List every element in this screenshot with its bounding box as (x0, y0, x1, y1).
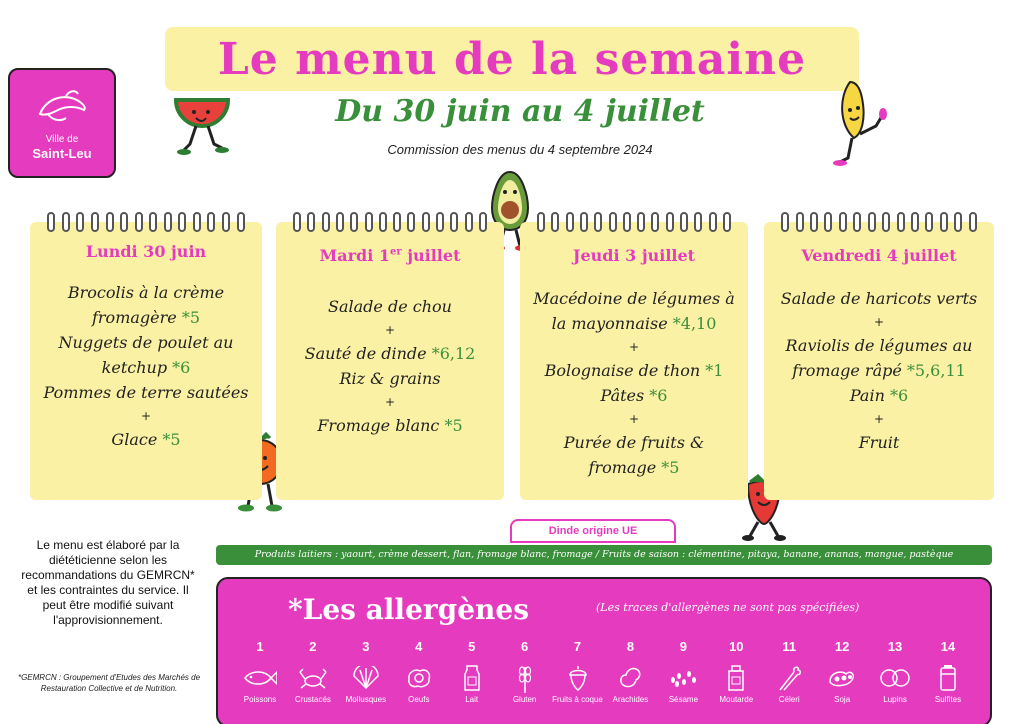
allergen-number: 4 (415, 639, 423, 654)
notebook-spiral (520, 212, 748, 232)
plus-separator: + (873, 412, 885, 426)
menu-item: Pommes de terre sautées (43, 383, 249, 402)
allergen-number: 14 (940, 639, 956, 654)
shell-icon (340, 661, 392, 695)
allergen-number: 3 (362, 639, 370, 654)
mustard-icon (710, 661, 762, 695)
menu-item: Macédoine de légumes à la mayonnaise *4,10 (533, 289, 735, 333)
soy-icon (816, 661, 868, 695)
menu-item: Pain *6 (849, 386, 909, 405)
allergen-item (869, 639, 921, 704)
menu-item: Fruit (858, 433, 900, 452)
gemrcn-footnote: *GEMRCN : Groupement d'Etudes des Marchés de Restauration Collective et de Nutrition. (17, 673, 201, 693)
celery-icon (763, 661, 815, 695)
allergen-item (234, 639, 286, 704)
plus-separator: + (628, 412, 640, 426)
lupin-icon (869, 661, 921, 695)
menu-items (528, 286, 740, 480)
allergen-item (393, 639, 445, 704)
day-card-friday (764, 222, 994, 500)
saint-leu-logo (8, 68, 116, 178)
allergen-label: Lupins (883, 695, 907, 704)
allergens-subtitle: (Les traces d'allergènes ne sont pas spécifiées) (596, 601, 860, 614)
products-bar: Produits laitiers : yaourt, crème dessert, flan, fromage blanc, fromage / Fruits de saison : clémentine, pitaya, banane, ananas, mangue, pastèque (216, 545, 992, 565)
allergen-label: Sésame (668, 695, 699, 704)
menu-item: Salade de haricots verts (780, 289, 978, 308)
day-card-monday (30, 222, 262, 500)
allergens-title: *Les allergènes (288, 593, 529, 626)
allergen-label: Poissons (243, 695, 277, 704)
allergen-item (816, 639, 868, 704)
allergen-label: Soja (834, 695, 851, 704)
sesame-icon (657, 661, 709, 695)
allergen-label: Arachides (612, 695, 649, 704)
allergen-number: 13 (887, 639, 903, 654)
menu-note: Le menu est élaboré par la diététicienne selon les recommandations du GEMRCN* et les contraintes du service. Il peut être modifié suivant l'approvisionnement. (21, 538, 195, 627)
logo-line1: Ville de (45, 134, 79, 145)
allergen-number: 2 (309, 639, 317, 654)
menu-item: Fromage blanc *5 (317, 416, 463, 435)
sulfite-icon (922, 661, 974, 695)
allergen-number: 10 (729, 639, 744, 654)
page-title: Le menu de la semaine (217, 34, 807, 85)
allergen-label: Moutarde (719, 695, 754, 704)
allergen-number: 7 (573, 639, 582, 654)
allergen-number: 9 (679, 639, 687, 654)
menu-items (772, 286, 986, 455)
allergen-label: Oeufs (408, 695, 430, 704)
menu-item: Pâtes *6 (600, 386, 668, 405)
allergen-number: 6 (520, 639, 529, 654)
day-title: Jeudi 3 juillet (572, 246, 696, 265)
allergen-item (763, 639, 815, 704)
plus-separator: + (384, 323, 396, 337)
allergen-label: Lait (465, 695, 479, 704)
allergen-label: Sulfites (934, 695, 962, 704)
menu-items (284, 294, 496, 438)
notebook-spiral (276, 212, 504, 232)
notebook-spiral (764, 212, 994, 232)
plus-separator: + (384, 395, 396, 409)
allergen-number: 12 (834, 639, 850, 654)
allergen-item (340, 639, 392, 704)
allergen-item (710, 639, 762, 704)
allergen-item (922, 639, 974, 704)
allergen-item (604, 639, 656, 704)
allergen-number: 8 (626, 639, 635, 654)
allergen-label: Mollusques (345, 695, 387, 704)
allergen-label: Fruits à coque (552, 695, 603, 704)
plus-separator: + (140, 409, 152, 423)
menu-items (38, 280, 254, 452)
day-title: Mardi 1er juillet (319, 246, 461, 265)
allergen-number: 11 (782, 639, 797, 654)
fish-icon (234, 661, 286, 695)
wheat-icon (499, 661, 551, 695)
allergen-item (499, 639, 551, 704)
plus-separator: + (873, 315, 885, 329)
allergen-item (287, 639, 339, 704)
day-title: Vendredi 4 juillet (801, 246, 957, 265)
menu-item: Salade de chou (328, 297, 452, 316)
turtle-icon (36, 84, 88, 128)
menu-item: Riz & grains (339, 369, 441, 388)
menu-item: Nuggets de poulet au ketchup *6 (58, 333, 234, 377)
logo-line2: Saint-Leu (32, 146, 92, 161)
commission-date: Commission des menus du 4 septembre 2024 (387, 142, 653, 157)
egg-icon (393, 661, 445, 695)
menu-item: Sauté de dinde *6,12 (304, 344, 476, 363)
allergen-label: Céleri (778, 695, 800, 704)
crab-icon (287, 661, 339, 695)
menu-item: Purée de fruits & fromage *5 (563, 433, 705, 477)
date-range: Du 30 juin au 4 juillet (335, 94, 705, 129)
allergens-list (234, 639, 974, 704)
peanut-icon (604, 661, 656, 695)
notebook-spiral (30, 212, 262, 232)
menu-item: Brocolis à la crème fromagère *5 (67, 283, 225, 327)
allergen-number: 1 (256, 639, 264, 654)
day-card-thursday (520, 222, 748, 500)
menu-item: Glace *5 (111, 430, 181, 449)
menu-item: Raviolis de légumes au fromage râpé *5,6,11 (785, 336, 973, 380)
menu-item: Bolognaise de thon *1 (544, 361, 724, 380)
allergen-label: Crustacés (294, 695, 331, 704)
day-card-tuesday (276, 222, 504, 500)
plus-separator: + (628, 340, 640, 354)
watermelon-mascot-icon (172, 94, 232, 160)
allergens-panel (216, 577, 992, 724)
allergen-item (552, 639, 604, 704)
allergen-item (446, 639, 498, 704)
dinde-origin-badge: Dinde origine UE (510, 519, 676, 543)
nut-icon (552, 661, 604, 695)
allergen-item (657, 639, 709, 704)
day-title: Lundi 30 juin (85, 242, 207, 261)
allergen-label: Gluten (512, 695, 537, 704)
milk-icon (446, 661, 498, 695)
banana-mascot-icon (832, 78, 890, 168)
allergen-number: 5 (468, 639, 476, 654)
